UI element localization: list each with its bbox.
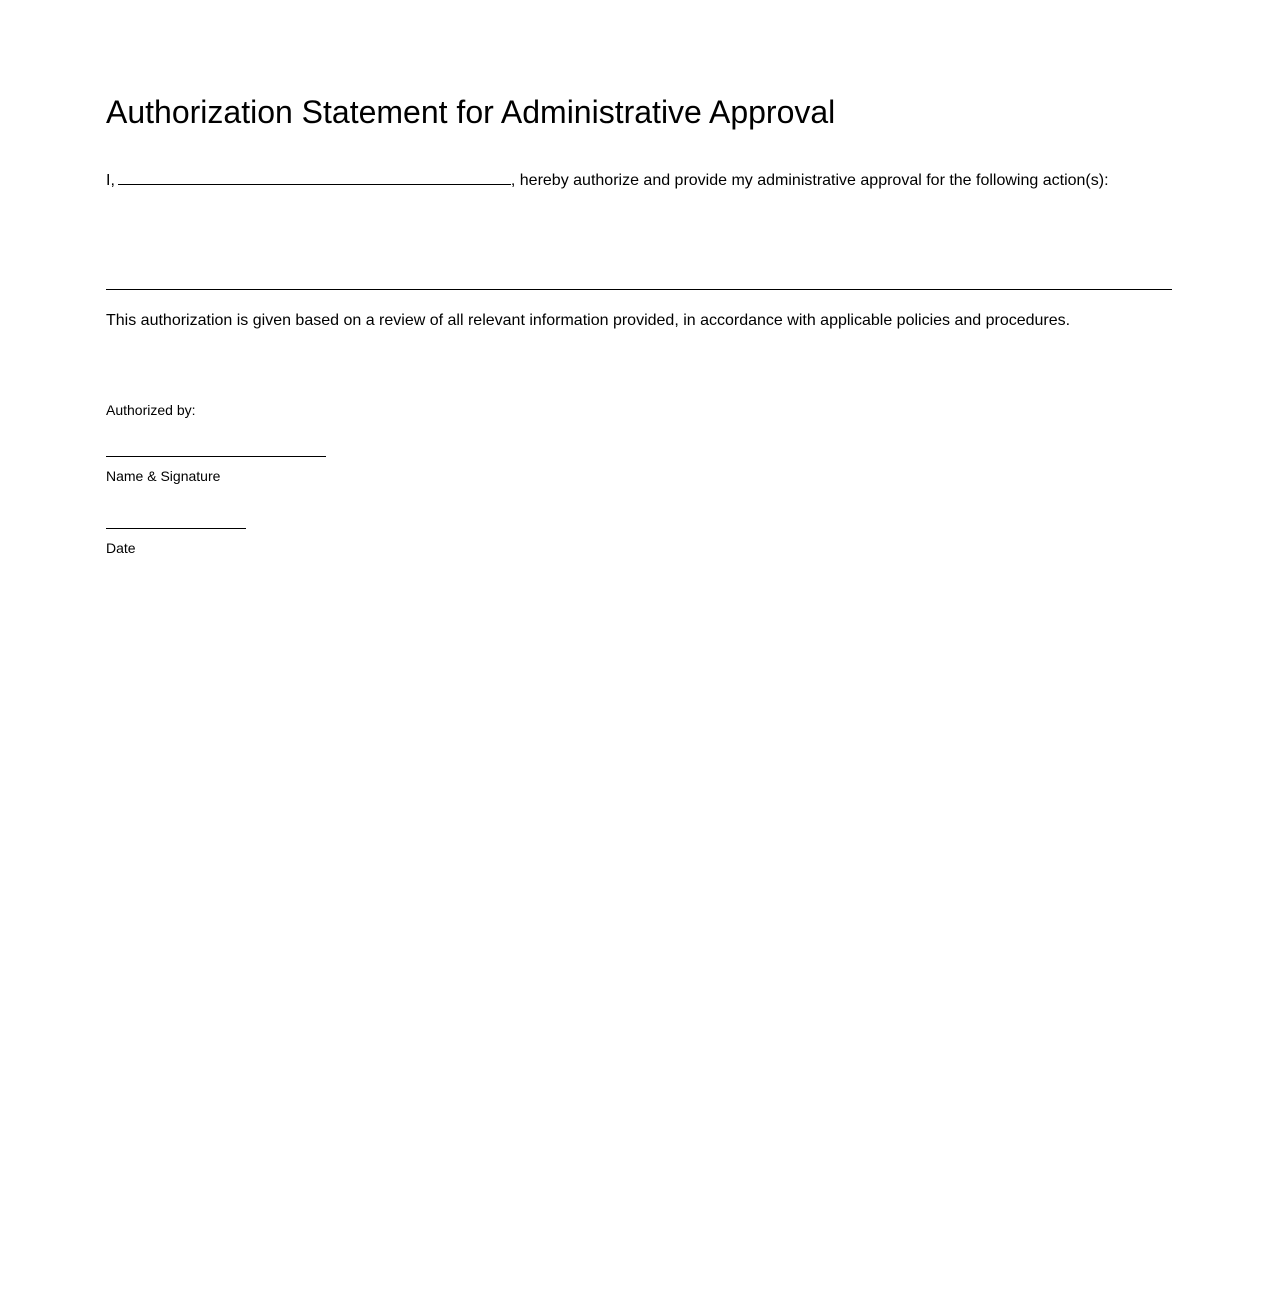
date-line[interactable]: [106, 528, 246, 529]
intro-suffix: , hereby authorize and provide my administrative approval for the following action(s):: [510, 172, 1109, 189]
actions-blank-line[interactable]: [106, 289, 1172, 290]
intro-prefix: I,: [106, 172, 115, 189]
document-title: Authorization Statement for Administrative Approval: [106, 94, 836, 130]
name-signature-line[interactable]: [106, 456, 326, 457]
name-signature-label: Name & Signature: [106, 468, 221, 484]
authorizer-name-blank[interactable]: [118, 170, 511, 185]
authorization-intro: [106, 170, 1109, 190]
date-label: Date: [106, 540, 136, 556]
authorization-basis-statement: This authorization is given based on a review of all relevant information provided, in accordance with applicable policies and procedures.: [106, 312, 1071, 329]
authorized-by-label: Authorized by:: [106, 402, 196, 418]
